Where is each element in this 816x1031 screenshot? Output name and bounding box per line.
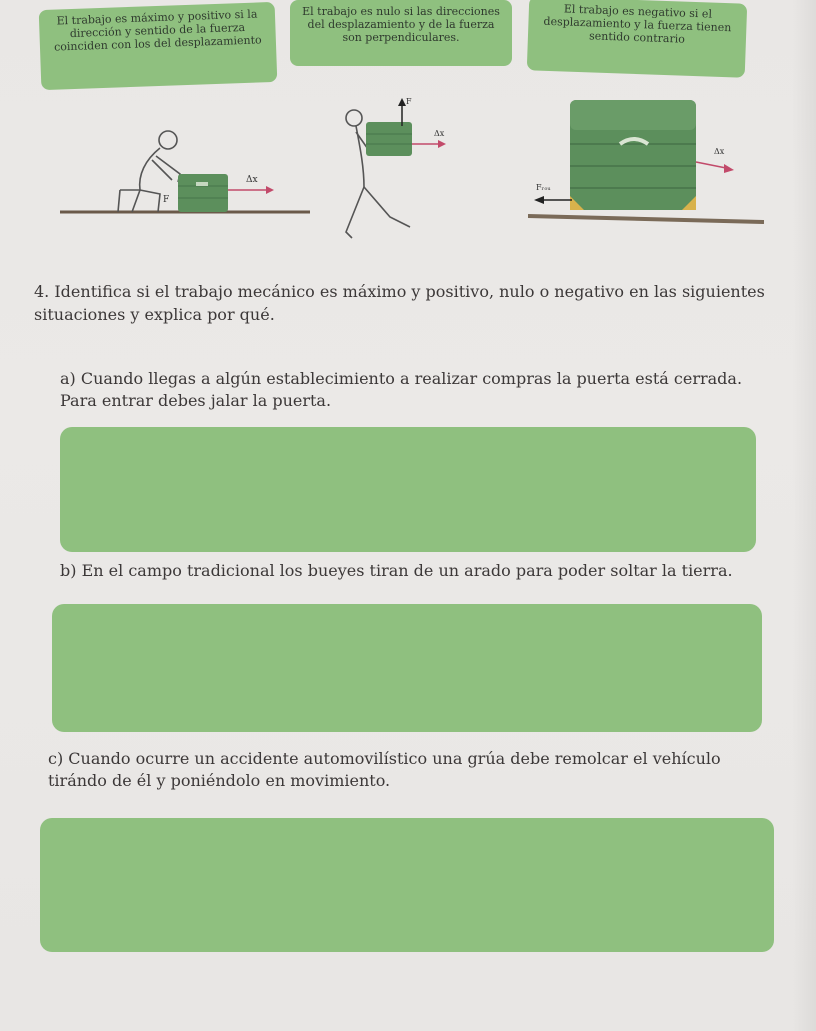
fig3-force-label: Fᵣₒᵤ <box>536 183 551 192</box>
callout-negative-text: El trabajo es negativo si el desplazamiento y la fuerza tienen sentido contrario <box>543 2 732 46</box>
callout-positive-text: El trabajo es máximo y positivo si la dirección y sentido de la fuerza coinciden con los del desplazamiento <box>53 7 262 54</box>
person-figure <box>118 131 180 212</box>
question-item-b: b) En el campo tradicional los bueyes tiran de un arado para poder soltar la tierra. <box>60 561 733 580</box>
answer-box-c[interactable] <box>40 818 774 952</box>
illustration-pushing-chest <box>60 120 310 230</box>
question-item-a: a) Cuando llegas a algún establecimiento a realizar compras la puerta está cerrada. Para entrar debes jalar la puerta. <box>60 369 743 410</box>
displacement-arrow-icon <box>696 162 734 173</box>
illustration-chest-friction <box>528 94 764 234</box>
floor-line <box>528 216 764 222</box>
fig2-displacement-label: Δx <box>434 129 445 138</box>
callout-null-text: El trabajo es nulo si las direcciones del desplazamiento y de la fuerza son perpendiculares. <box>302 5 500 44</box>
question-title: 4. Identifica si el trabajo mecánico es máximo y positivo, nulo o negativo en las siguientes situaciones y explica por qué. <box>34 282 765 324</box>
page-edge-shadow <box>792 0 816 1031</box>
displacement-arrow-icon <box>412 140 446 148</box>
fig3-displacement-label: Δx <box>714 147 725 156</box>
chest-icon <box>570 100 696 210</box>
fig1-force-label: F <box>163 195 170 205</box>
question-item-c: c) Cuando ocurre un accidente automovilístico una grúa debe remolcar el vehículo tirándo de él y poniéndolo en movimiento. <box>48 749 721 790</box>
fig2-force-label: F <box>406 97 412 106</box>
friction-arrow-icon <box>534 196 572 204</box>
displacement-arrow-icon <box>228 186 274 194</box>
illustration-carrying-chest <box>330 92 470 242</box>
upward-force-arrow-icon <box>398 98 406 126</box>
chest-icon <box>366 122 412 156</box>
callout-negative-work <box>527 0 747 78</box>
answer-box-b[interactable] <box>52 604 762 732</box>
callout-null-work <box>290 0 512 66</box>
callout-positive-work <box>39 2 278 90</box>
answer-box-a[interactable] <box>60 427 756 552</box>
fig1-displacement-label: Δx <box>246 175 258 185</box>
chest-icon <box>178 174 228 212</box>
